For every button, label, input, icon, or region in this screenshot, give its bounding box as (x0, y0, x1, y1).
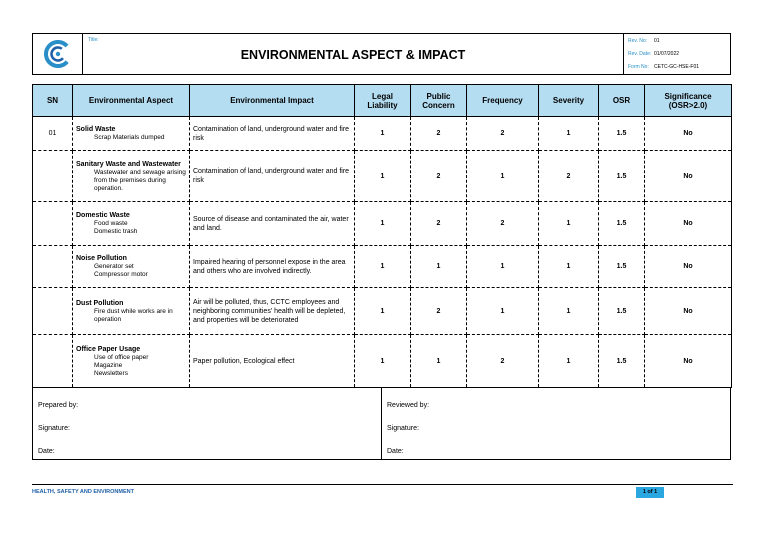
row-aspect (73, 246, 190, 288)
row-legal: 1 (355, 246, 411, 288)
row-severity: 1 (539, 117, 599, 151)
row-frequency: 2 (467, 117, 539, 151)
row-impact: Air will be polluted, thus, CCTC employees and neighboring communities' health will be depleted, and properties will be deteriorated (190, 288, 355, 335)
aspect-title: Noise Pollution (76, 255, 127, 262)
row-frequency: 2 (467, 202, 539, 246)
meta-label: Rev. No: (628, 38, 648, 45)
aspect-title: Domestic Waste (76, 212, 130, 219)
row-severity: 1 (539, 288, 599, 335)
row-impact: Contamination of land, underground water and fire risk (190, 151, 355, 202)
row-significance: No (645, 246, 732, 288)
reviewed-signature-label: Signature: (387, 425, 419, 432)
title-cell (83, 34, 624, 74)
table-row (33, 117, 732, 151)
meta-form-no (628, 64, 726, 70)
logo-cell (33, 34, 83, 74)
row-public: 2 (411, 117, 467, 151)
row-aspect (73, 117, 190, 151)
row-public: 1 (411, 335, 467, 388)
aspect-title: Dust Pollution (76, 299, 124, 307)
row-legal: 1 (355, 117, 411, 151)
row-severity: 1 (539, 246, 599, 288)
column-header-frequency: Frequency (467, 85, 539, 117)
row-sn (33, 246, 73, 288)
row-sn (33, 335, 73, 388)
row-sn (33, 151, 73, 202)
row-sn: 01 (33, 117, 73, 151)
reviewed-column (382, 387, 730, 459)
column-header-significance: Significance (OSR>2.0) (645, 85, 732, 117)
prepared-date-label: Date: (38, 448, 55, 455)
column-header-osr: OSR (599, 85, 645, 117)
document-header (32, 33, 731, 75)
aspect-detail: Compressor motor (94, 271, 148, 278)
row-public: 2 (411, 288, 467, 335)
document-meta (624, 34, 730, 74)
signoff-section (32, 387, 731, 460)
row-osr: 1.5 (599, 335, 645, 388)
row-frequency: 1 (467, 151, 539, 202)
row-osr: 1.5 (599, 202, 645, 246)
row-sn (33, 202, 73, 246)
row-aspect (73, 335, 190, 388)
aspect-detail: Fire dust while works are in operation (94, 307, 173, 323)
aspect-detail: Magazine (94, 361, 123, 369)
company-logo-icon (44, 40, 72, 68)
table-row (33, 202, 732, 246)
row-aspect (73, 151, 190, 202)
reviewed-date-label: Date: (387, 448, 404, 455)
meta-label: Form No: (628, 63, 649, 70)
row-significance: No (645, 335, 732, 388)
row-public: 1 (411, 246, 467, 288)
row-legal: 1 (355, 288, 411, 335)
table-row (33, 151, 732, 202)
prepared-signature-label: Signature: (38, 425, 70, 432)
page-number-badge: 1 of 1 (636, 487, 664, 498)
footer-divider (32, 484, 733, 485)
row-public: 2 (411, 202, 467, 246)
meta-value: 01/07/2022 (654, 50, 680, 57)
aspect-detail: Newsletters (94, 369, 128, 377)
row-severity: 1 (539, 335, 599, 388)
row-significance: No (645, 117, 732, 151)
row-impact: Impaired hearing of personnel expose in the area and others who are involved indirectly. (190, 246, 355, 288)
row-aspect (73, 288, 190, 335)
row-osr: 1.5 (599, 151, 645, 202)
aspect-detail: Food waste (94, 220, 128, 227)
row-severity: 1 (539, 202, 599, 246)
row-impact: Contamination of land, underground water and fire risk (190, 117, 355, 151)
meta-label: Rev. Date: (628, 50, 652, 57)
row-legal: 1 (355, 202, 411, 246)
footer-department: HEALTH, SAFETY AND ENVIRONMENT (32, 489, 134, 495)
row-legal: 1 (355, 151, 411, 202)
reviewed-by-label: Reviewed by: (387, 402, 430, 409)
aspect-detail: Generator set (94, 263, 134, 270)
prepared-column (33, 387, 382, 459)
column-header-public: Public Concern (411, 85, 467, 117)
meta-value: CETC-GC-HSE-F01 (654, 63, 700, 70)
row-frequency: 1 (467, 246, 539, 288)
row-impact: Paper pollution, Ecological effect (190, 335, 355, 388)
column-header-severity: Severity (539, 85, 599, 117)
row-significance: No (645, 288, 732, 335)
row-significance: No (645, 202, 732, 246)
row-aspect (73, 202, 190, 246)
column-header-aspect: Environmental Aspect (73, 85, 190, 117)
aspect-detail: Use of office paper (94, 353, 149, 361)
table-row (33, 246, 732, 288)
prepared-by-label: Prepared by: (38, 402, 79, 409)
row-severity: 2 (539, 151, 599, 202)
aspect-title: Solid Waste (76, 126, 116, 133)
row-significance: No (645, 151, 732, 202)
table-row (33, 288, 732, 335)
title-label: Title: (88, 37, 99, 43)
table-row (33, 335, 732, 388)
aspect-detail: Wastewater and sewage arising from the premises during operation. (94, 168, 186, 192)
table-header-row (33, 85, 732, 117)
aspect-impact-table (32, 84, 732, 388)
meta-rev-date (628, 51, 726, 57)
row-frequency: 1 (467, 288, 539, 335)
row-public: 2 (411, 151, 467, 202)
row-sn (33, 288, 73, 335)
aspect-title: Office Paper Usage (76, 345, 141, 353)
aspect-detail: Domestic trash (94, 228, 138, 235)
row-frequency: 2 (467, 335, 539, 388)
row-impact: Source of disease and contaminated the air, water and land. (190, 202, 355, 246)
column-header-impact: Environmental Impact (190, 85, 355, 117)
meta-rev-no (628, 38, 726, 44)
row-legal: 1 (355, 335, 411, 388)
aspect-detail: Scrap Materials dumped (94, 134, 165, 141)
meta-value: 01 (654, 38, 660, 45)
row-osr: 1.5 (599, 246, 645, 288)
row-osr: 1.5 (599, 288, 645, 335)
column-header-legal: Legal Liability (355, 85, 411, 117)
document-title: ENVIRONMENTAL ASPECT & IMPACT (240, 48, 466, 62)
row-osr: 1.5 (599, 117, 645, 151)
column-header-sn: SN (33, 85, 73, 117)
aspect-title: Sanitary Waste and Wastewater (76, 160, 181, 168)
